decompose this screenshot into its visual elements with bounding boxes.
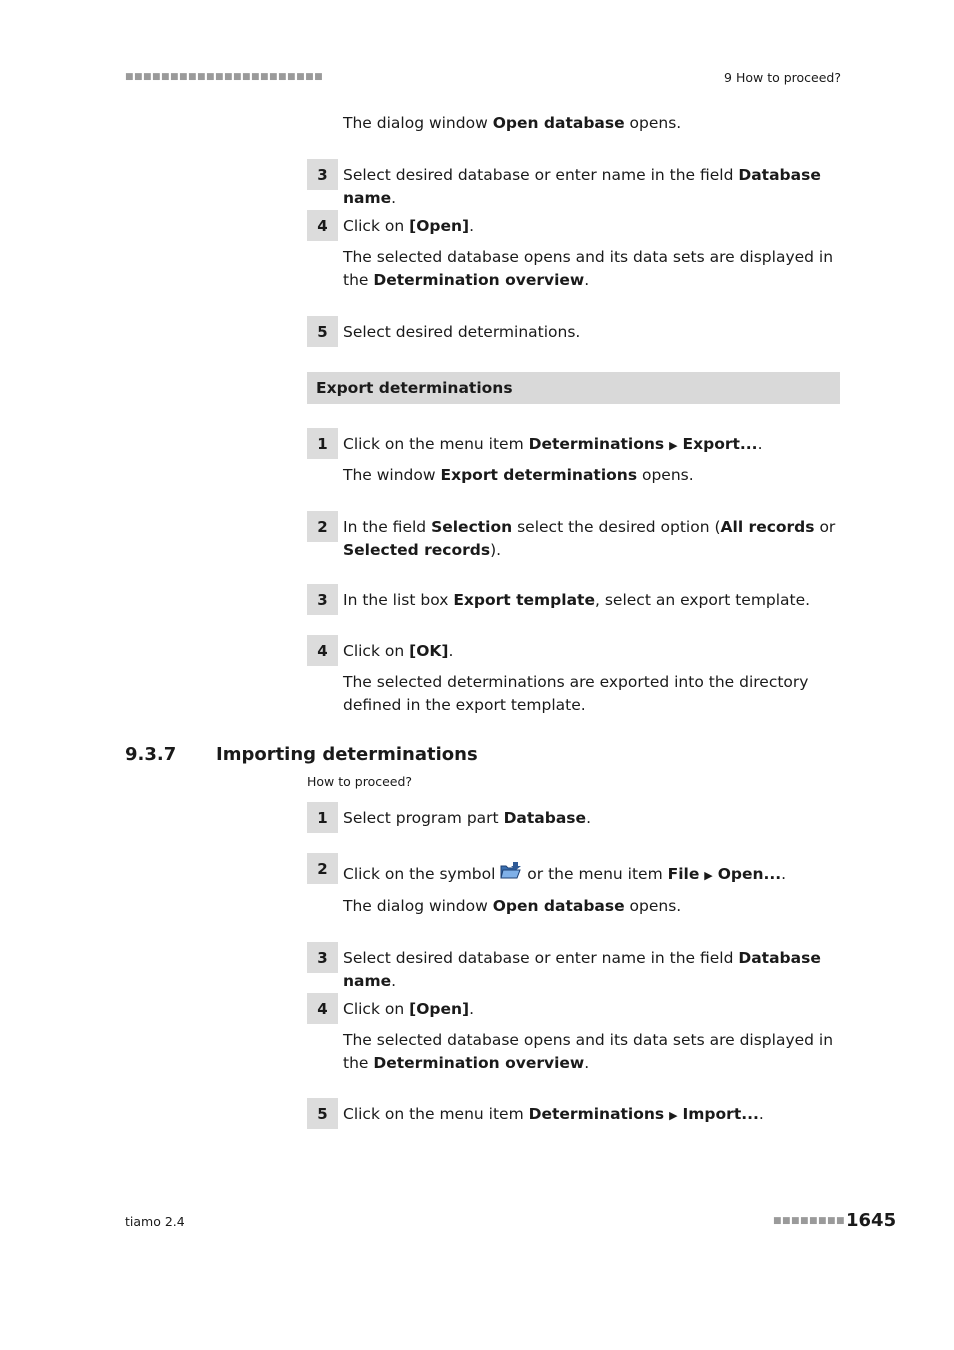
step-text: Select program part Database. (343, 809, 591, 827)
step-text: Select desired database or enter name in the field Database name. (343, 949, 821, 990)
menu-arrow-icon: ▶ (704, 869, 713, 882)
step-result: The selected database opens and its data sets are displayed in the Determination overview. (343, 1031, 834, 1072)
step-text: Click on the menu item Determinations ▶ Export.... (343, 435, 763, 453)
step-text: Select desired determinations. (343, 323, 581, 341)
step-text: In the field Selection select the desired option (All records or Selected records). (343, 518, 836, 559)
step-number: 4 (307, 993, 338, 1024)
step-result: The dialog window Open database opens. (343, 897, 682, 915)
step-number: 2 (307, 853, 338, 884)
step-result: The window Export determinations opens. (343, 466, 694, 484)
step-text: Click on [Open]. (343, 217, 475, 235)
menu-arrow-icon: ▶ (669, 439, 678, 452)
export-section-bar: Export determinations (307, 372, 840, 404)
page-number: 1645 (846, 1210, 897, 1231)
step-result: The selected database opens and its data sets are displayed in the Determination overview. (343, 248, 834, 289)
footer-decoration: ■■■■■■■■ (773, 1216, 846, 1226)
step-text: Click on [OK]. (343, 642, 454, 660)
step-number: 5 (307, 1098, 338, 1129)
step-number: 3 (307, 584, 338, 615)
footer-product: tiamo 2.4 (125, 1214, 185, 1229)
step-number: 4 (307, 210, 338, 241)
running-header: 9 How to proceed? (724, 70, 841, 85)
open-folder-icon (500, 861, 522, 879)
section-number: 9.3.7 (125, 744, 177, 765)
step-result: The selected determinations are exported into the directory defined in the export template. (343, 673, 809, 714)
section-title: Importing determinations (216, 744, 478, 765)
step-number: 2 (307, 511, 338, 542)
step-number: 1 (307, 428, 338, 459)
section-subtitle: How to proceed? (307, 774, 413, 789)
step-text: In the list box Export template, select an export template. (343, 591, 811, 609)
step-number: 4 (307, 635, 338, 666)
step-text: Select desired database or enter name in the field Database name. (343, 166, 821, 207)
step-number: 1 (307, 802, 338, 833)
step-number: 3 (307, 942, 338, 973)
step-number: 5 (307, 316, 338, 347)
step-text: Click on the symbol or the menu item File ▶ Open.... (343, 861, 840, 887)
step-text: Click on the menu item Determinations ▶ Import.... (343, 1105, 764, 1123)
step-number: 3 (307, 159, 338, 190)
header-decoration: ■■■■■■■■■■■■■■■■■■■■■■ (125, 72, 324, 82)
open-intro: The dialog window Open database opens. (343, 114, 682, 132)
menu-arrow-icon: ▶ (669, 1109, 678, 1122)
step-text: Click on [Open]. (343, 1000, 475, 1018)
